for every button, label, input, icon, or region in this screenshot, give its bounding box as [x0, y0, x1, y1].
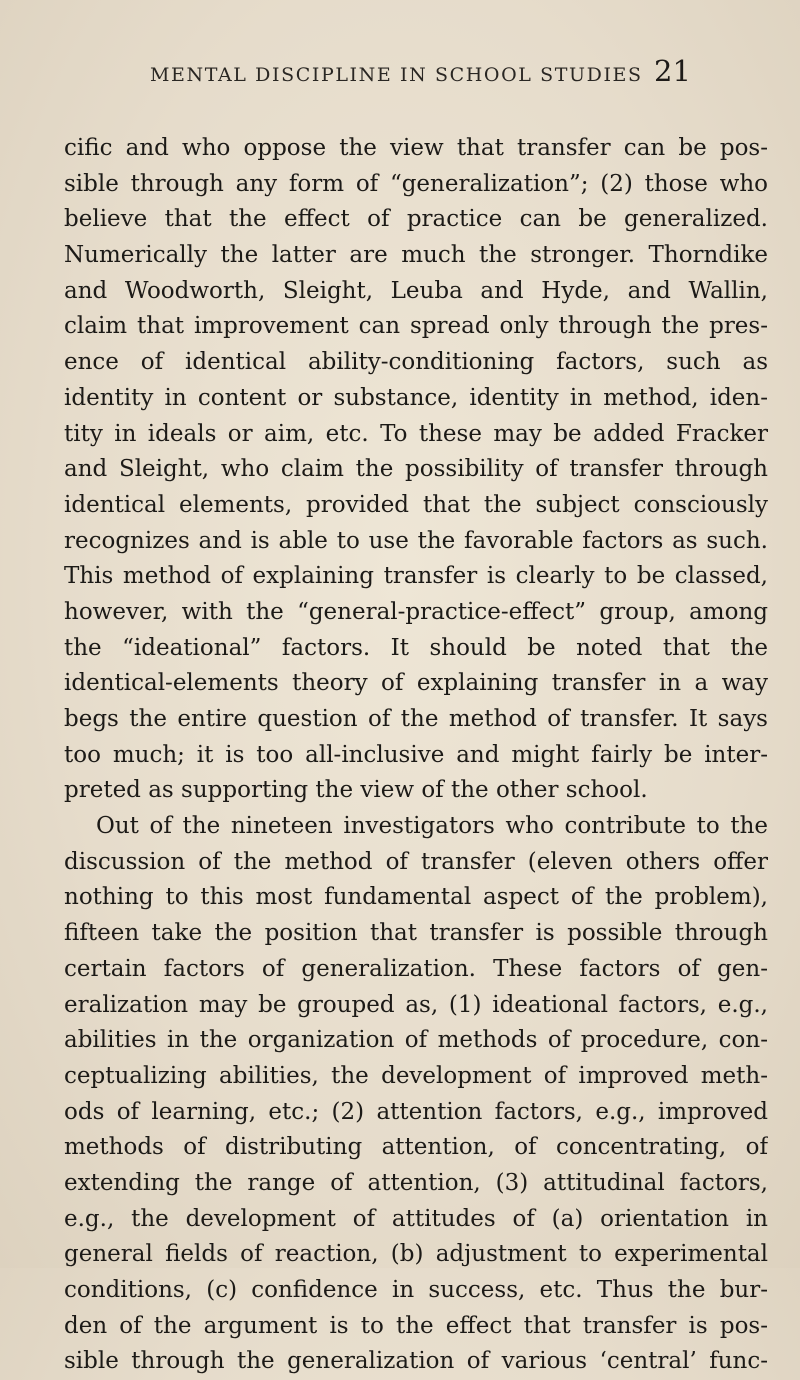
text-line: eralization may be grouped as, (1) ideational factors, e.g., [64, 991, 768, 1018]
text-line: believe that the effect of practice can be generalized. [64, 206, 768, 233]
text-line: This method of explaining transfer is clearly to be classed, [64, 563, 768, 590]
text-line: ence of identical ability-conditioning factors, such as [64, 349, 768, 376]
body-text [64, 131, 768, 1380]
text-line: Numerically the latter are much the stronger. Thorndike [64, 242, 768, 269]
text-line: claim that improvement can spread only through the pres- [64, 313, 768, 340]
text-line: general fields of reaction, (b) adjustment to experimental [64, 1241, 768, 1268]
text-line: certain factors of generalization. These factors of gen- [64, 955, 768, 982]
page-number: 21 [654, 54, 691, 88]
text-line: tity in ideals or aim, etc. To these may be added Fracker [64, 420, 768, 447]
text-line: identity in content or substance, identity in method, iden- [64, 384, 768, 411]
text-line: ceptualizing abilities, the development of improved meth- [64, 1062, 768, 1089]
text-line: cific and who oppose the view that transfer can be pos- [64, 135, 768, 161]
text-line: begs the entire question of the method of transfer. It says [64, 706, 768, 732]
text-line: however, with the “general-practice-effect” group, among [64, 598, 768, 625]
text-line: identical elements, provided that the subject consciously [64, 491, 768, 518]
text-line: identical-elements theory of explaining transfer in a way [64, 670, 768, 697]
text-line: and Sleight, who claim the possibility of transfer through [64, 456, 768, 483]
running-head: MENTAL DISCIPLINE IN SCHOOL STUDIES [150, 64, 643, 86]
text-line: nothing to this most fundamental aspect of the problem), [64, 884, 768, 911]
text-line: too much; it is too all-inclusive and might fairly be inter- [64, 741, 768, 768]
paragraph-last-line: preted as supporting the view of the other school. [64, 777, 648, 804]
text-line: e.g., the development of attitudes of (a) orientation in [64, 1205, 768, 1232]
text-line: methods of distributing attention, of concentrating, of [64, 1134, 768, 1161]
text-line: sible through the generalization of various ‘central’ func- [64, 1348, 768, 1375]
text-line: and Woodworth, Sleight, Leuba and Hyde, and Wallin, [64, 277, 768, 304]
text-line: sible through any form of “generalization”; (2) those who [64, 170, 768, 197]
text-line: discussion of the method of transfer (eleven others offer [64, 848, 768, 875]
text-line: ods of learning, etc.; (2) attention factors, e.g., improved [64, 1098, 768, 1125]
text-line: recognizes and is able to use the favorable factors as such. [64, 527, 768, 554]
text-line: fifteen take the position that transfer is possible through [64, 920, 768, 947]
text-line: abilities in the organization of methods of procedure, con- [64, 1027, 768, 1054]
paragraph-first-line: Out of the nineteen investigators who contribute to the [96, 813, 768, 840]
text-line: extending the range of attention, (3) attitudinal factors, [64, 1169, 768, 1196]
text-line: the “ideational” factors. It should be noted that the [64, 634, 768, 661]
text-line: conditions, (c) confidence in success, etc. Thus the bur- [64, 1277, 768, 1303]
text-line: den of the argument is to the effect that transfer is pos- [64, 1312, 768, 1339]
